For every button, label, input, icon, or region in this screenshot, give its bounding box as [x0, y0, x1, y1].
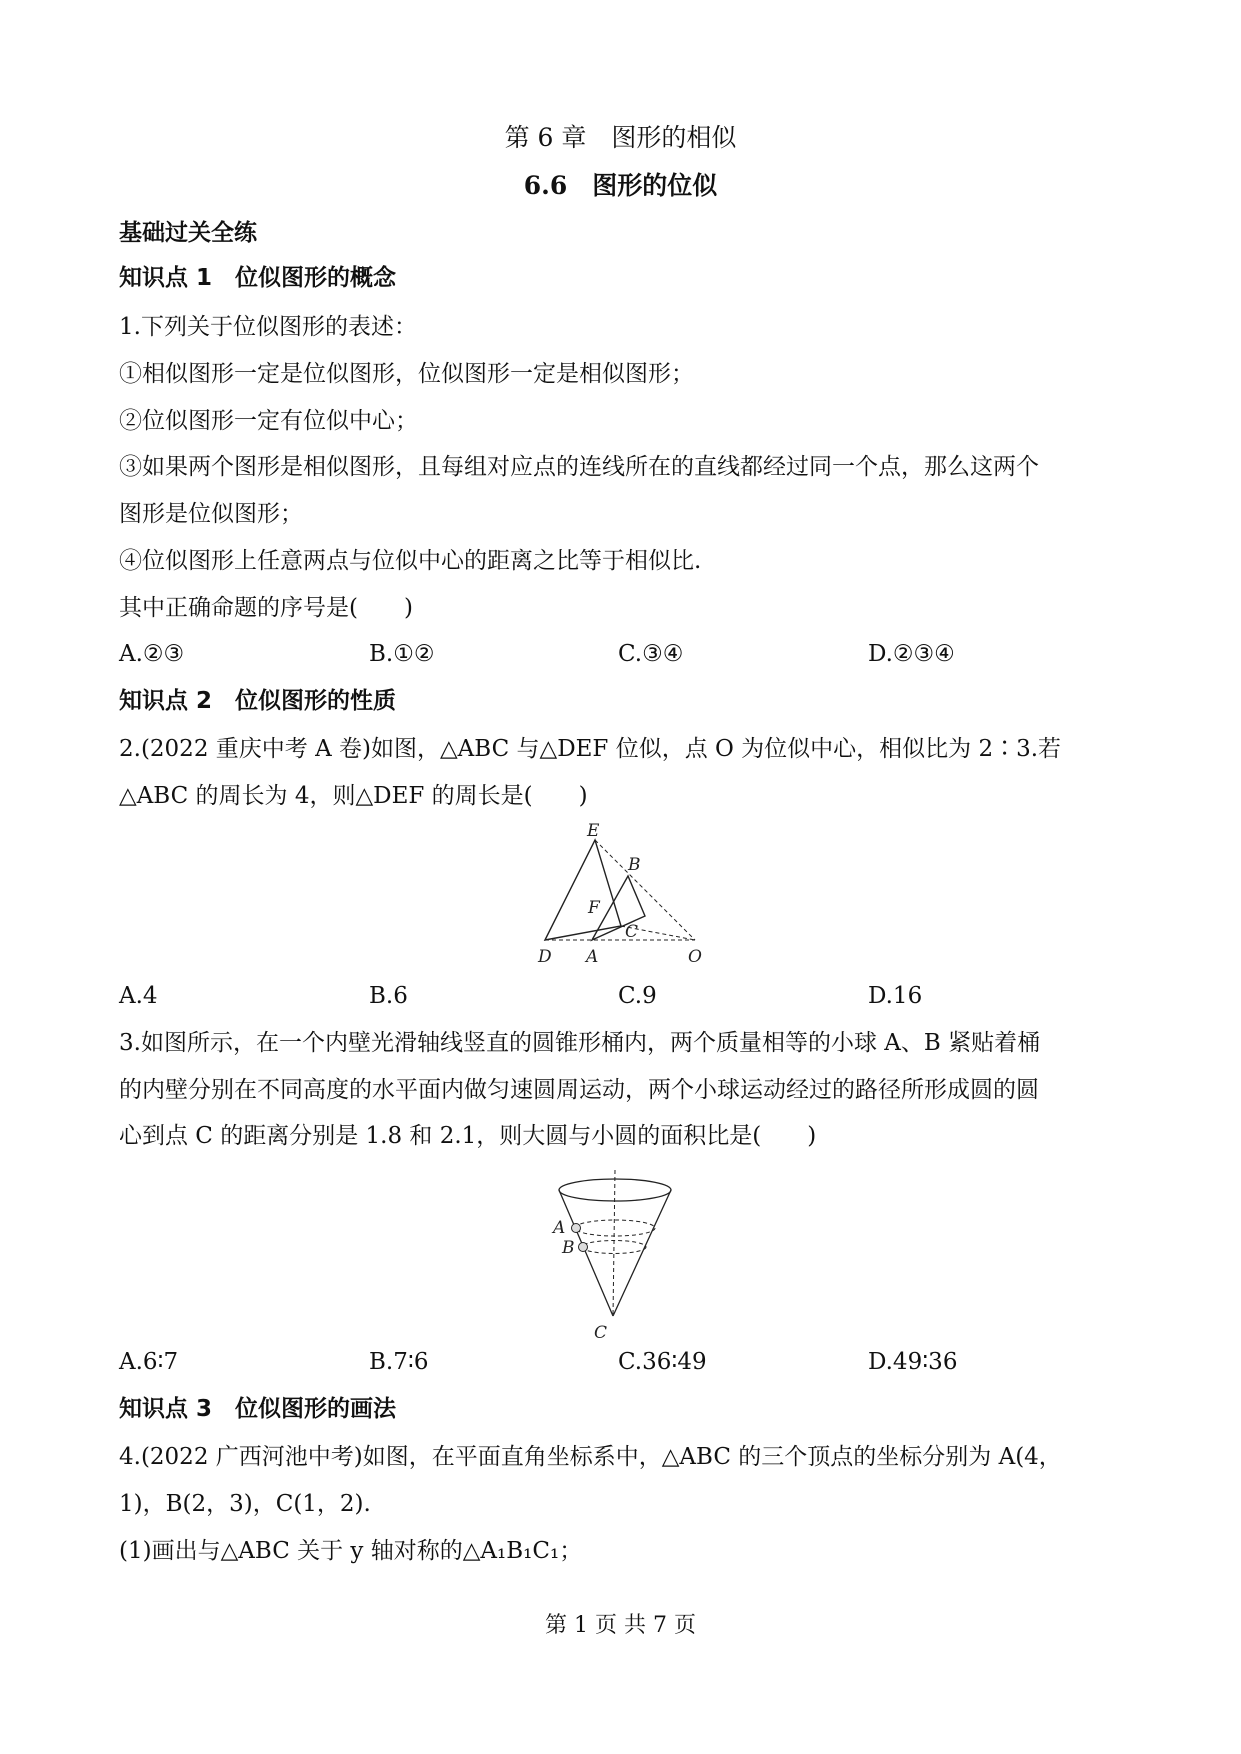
label-d: D	[538, 947, 552, 967]
cone-right-side	[613, 1190, 671, 1316]
q1-option-a: A.②③	[119, 641, 185, 667]
label-a: A	[553, 1218, 566, 1238]
q1-stem: 1.下列关于位似图形的表述：	[119, 314, 417, 340]
q2-figure	[525, 820, 725, 970]
q1-statement-1: ①相似图形一定是位似图形，位似图形一定是相似图形；	[119, 361, 694, 387]
q1-statement-4: ④位似图形上任意两点与位似中心的距离之比等于相似比.	[119, 548, 702, 574]
cone-axis	[613, 1170, 615, 1316]
q3-figure	[545, 1168, 695, 1343]
label-a: A	[586, 947, 599, 967]
q4-line-1: 4.(2022 广西河池中考)如图，在平面直角坐标系中，△ABC 的三个顶点的坐标分别为 A(4，	[119, 1444, 1062, 1470]
q2-line-2: △ABC 的周长为 4，则△DEF 的周长是( )	[119, 783, 588, 809]
q2-line-1: 2.(2022 重庆中考 A 卷)如图，△ABC 与△DEF 位似，点 O 为位似中心，相似比为 2∶3.若	[119, 736, 1062, 762]
circle-a-path	[575, 1220, 655, 1236]
label-e: E	[587, 821, 600, 841]
q1-statement-3a: ③如果两个图形是相似图形，且每组对应点的连线所在的直线都经过同一个点，那么这两个	[119, 454, 1039, 480]
label-c: C	[625, 922, 639, 942]
label-b: B	[562, 1238, 575, 1258]
ball-b	[579, 1243, 588, 1252]
q1-option-b: B.①②	[369, 641, 435, 667]
page-footer: 第 1 页 共 7 页	[545, 1613, 696, 1638]
q1-statement-3b: 图形是位似图形；	[119, 501, 303, 527]
knowledge-point-3-title: 知识点 3 位似图形的画法	[119, 1396, 397, 1422]
label-f: F	[588, 898, 600, 918]
q3-line-2: 的内壁分别在不同高度的水平面内做匀速圆周运动，两个小球运动经过的路径所形成圆的圆	[119, 1077, 1039, 1103]
ball-a	[572, 1224, 581, 1233]
knowledge-point-1-title: 知识点 1 位似图形的概念	[119, 265, 397, 291]
triangle-def	[545, 840, 621, 940]
knowledge-point-2-title: 知识点 2 位似图形的性质	[119, 688, 397, 714]
q3-option-d: D.49∶36	[868, 1349, 958, 1375]
q1-option-c: C.③④	[618, 641, 684, 667]
q2-option-c: C.9	[618, 983, 657, 1009]
chapter-title: 第 6 章 图形的相似	[504, 123, 737, 152]
q3-option-a: A.6∶7	[119, 1349, 179, 1375]
cone-top-rim	[559, 1179, 671, 1201]
q1-ask: 其中正确命题的序号是( )	[119, 595, 413, 621]
label-b: B	[628, 855, 641, 875]
q4-line-2: 1)，B(2，3)，C(1，2).	[119, 1491, 371, 1517]
q2-option-b: B.6	[369, 983, 408, 1009]
label-o: O	[688, 947, 702, 967]
q2-option-d: D.16	[868, 983, 923, 1009]
q3-line-3: 心到点 C 的距离分别是 1.8 和 2.1，则大圆与小圆的面积比是( )	[119, 1123, 817, 1149]
q2-option-a: A.4	[119, 983, 158, 1009]
label-c: C	[594, 1323, 608, 1343]
section-title: 6.6 图形的位似	[523, 171, 718, 200]
part-title: 基础过关全练	[119, 220, 257, 246]
q1-option-d: D.②③④	[868, 641, 955, 667]
q3-option-b: B.7∶6	[369, 1349, 429, 1375]
q3-line-1: 3.如图所示，在一个内壁光滑轴线竖直的圆锥形桶内，两个质量相等的小球 A、B 紧贴着桶	[119, 1030, 1041, 1056]
q3-option-c: C.36∶49	[618, 1349, 707, 1375]
q1-statement-2: ②位似图形一定有位似中心；	[119, 408, 418, 434]
q4-line-3: (1)画出与△ABC 关于 y 轴对称的△A₁B₁C₁；	[119, 1538, 583, 1564]
